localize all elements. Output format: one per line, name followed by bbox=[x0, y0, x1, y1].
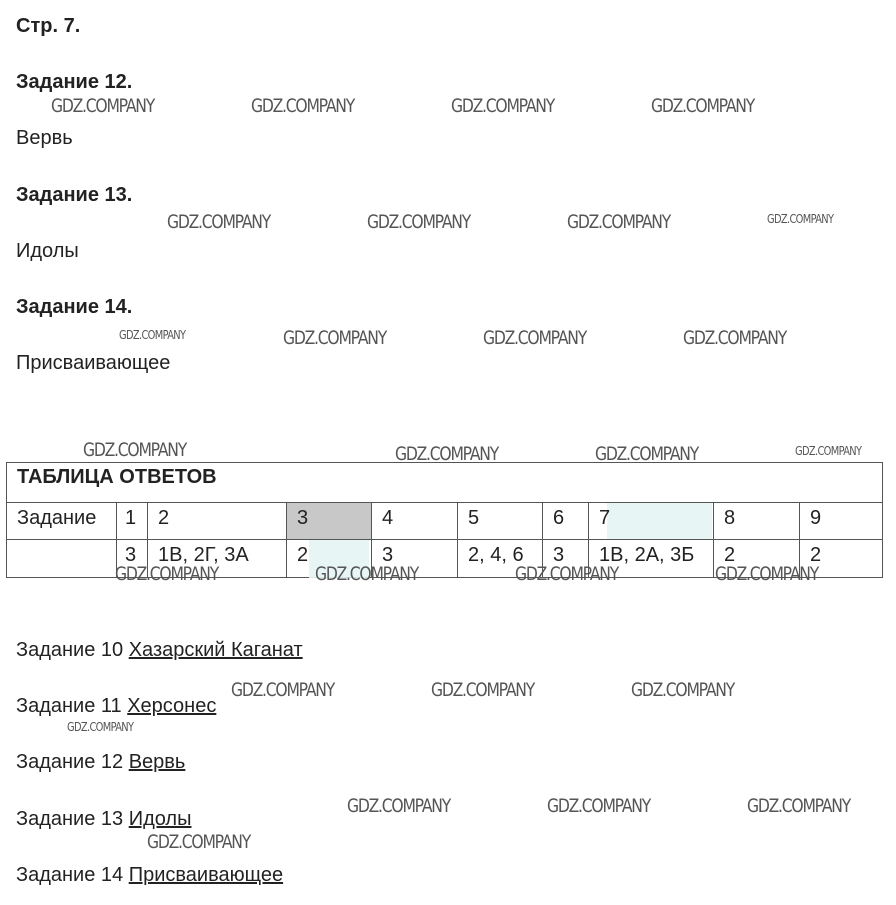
watermark: GDZ.COMPANY bbox=[147, 831, 250, 853]
watermark: GDZ.COMPANY bbox=[795, 444, 862, 458]
page-label: Стр. 7. bbox=[16, 15, 81, 37]
watermark: GDZ.COMPANY bbox=[431, 679, 534, 701]
summary-task-13 bbox=[16, 808, 191, 831]
summary-task-answer: Присваивающее bbox=[128, 864, 284, 886]
summary-task-label: Задание 11 bbox=[16, 695, 122, 717]
watermark: GDZ.COMPANY bbox=[51, 95, 154, 117]
task-14-answer: Присваивающее bbox=[16, 352, 171, 374]
table-cell-number: 9 bbox=[799, 503, 883, 539]
task-13-answer: Идолы bbox=[16, 240, 79, 262]
summary-task-answer: Херсонес bbox=[127, 695, 217, 717]
watermark: GDZ.COMPANY bbox=[451, 95, 554, 117]
table-cell-answer: 1В, 2А, 3Б bbox=[588, 540, 713, 578]
summary-task-answer: Вервь bbox=[128, 751, 186, 773]
summary-task-label: Задание 12 bbox=[16, 751, 124, 773]
watermark: GDZ.COMPANY bbox=[167, 211, 270, 233]
watermark: GDZ.COMPANY bbox=[83, 439, 186, 461]
watermark: GDZ.COMPANY bbox=[747, 795, 850, 817]
task-14-heading: Задание 14. bbox=[16, 296, 133, 318]
watermark: GDZ.COMPANY bbox=[283, 327, 386, 349]
watermark: GDZ.COMPANY bbox=[315, 563, 418, 585]
watermark: GDZ.COMPANY bbox=[115, 563, 218, 585]
table-cell-answer: 3 bbox=[116, 540, 147, 578]
summary-task-answer: Хазарский Каганат bbox=[128, 639, 303, 661]
table-cell-answer: 3 bbox=[371, 540, 457, 578]
summary-task-10 bbox=[16, 639, 303, 662]
table-cell-answer: 2 bbox=[799, 540, 883, 578]
summary-task-12 bbox=[16, 751, 185, 774]
table-cell-number: 6 bbox=[542, 503, 588, 539]
table-cell-number: 7 bbox=[588, 503, 713, 539]
watermark: GDZ.COMPANY bbox=[347, 795, 450, 817]
table-cell-answer: 2 bbox=[286, 540, 371, 578]
table-cell-answer: 1В, 2Г, 3А bbox=[147, 540, 286, 578]
table-title: ТАБЛИЦА ОТВЕТОВ bbox=[17, 466, 217, 488]
table-cell-number: 8 bbox=[713, 503, 799, 539]
watermark: GDZ.COMPANY bbox=[483, 327, 586, 349]
task-12-heading: Задание 12. bbox=[16, 71, 133, 93]
watermark: GDZ.COMPANY bbox=[515, 563, 618, 585]
table-cell-answer: 2, 4, 6 bbox=[457, 540, 542, 578]
watermark: GDZ.COMPANY bbox=[395, 443, 498, 465]
table-cell-number: 3 bbox=[286, 503, 371, 539]
table-cell-answer: 2 bbox=[713, 540, 799, 578]
watermark: GDZ.COMPANY bbox=[367, 211, 470, 233]
summary-task-label: Задание 14 bbox=[16, 864, 124, 886]
summary-task-14 bbox=[16, 864, 283, 887]
table-cell-empty bbox=[7, 540, 116, 578]
watermark: GDZ.COMPANY bbox=[251, 95, 354, 117]
table-cell-number: 2 bbox=[147, 503, 286, 539]
summary-task-answer: Идолы bbox=[128, 808, 192, 830]
watermark: GDZ.COMPANY bbox=[767, 212, 834, 226]
task-13-heading: Задание 13. bbox=[16, 184, 133, 206]
watermark: GDZ.COMPANY bbox=[631, 679, 734, 701]
summary-task-11 bbox=[16, 695, 216, 718]
watermark: GDZ.COMPANY bbox=[547, 795, 650, 817]
watermark: GDZ.COMPANY bbox=[231, 679, 334, 701]
table-cell-label: Задание bbox=[17, 507, 97, 529]
watermark: GDZ.COMPANY bbox=[595, 443, 698, 465]
table-row-numbers bbox=[7, 503, 882, 540]
watermark: GDZ.COMPANY bbox=[119, 328, 186, 342]
watermark: GDZ.COMPANY bbox=[683, 327, 786, 349]
watermark: GDZ.COMPANY bbox=[715, 563, 818, 585]
summary-task-label: Задание 13 bbox=[16, 808, 124, 830]
watermark: GDZ.COMPANY bbox=[67, 720, 134, 734]
table-cell-answer: 3 bbox=[542, 540, 588, 578]
answers-table bbox=[6, 462, 883, 578]
watermark: GDZ.COMPANY bbox=[567, 211, 670, 233]
summary-task-label: Задание 10 bbox=[16, 639, 124, 661]
watermark: GDZ.COMPANY bbox=[651, 95, 754, 117]
table-cell-number: 5 bbox=[457, 503, 542, 539]
table-cell-number: 4 bbox=[371, 503, 457, 539]
table-title-row bbox=[7, 463, 882, 503]
task-12-answer: Вервь bbox=[16, 127, 73, 149]
table-cell-number: 1 bbox=[116, 503, 147, 539]
